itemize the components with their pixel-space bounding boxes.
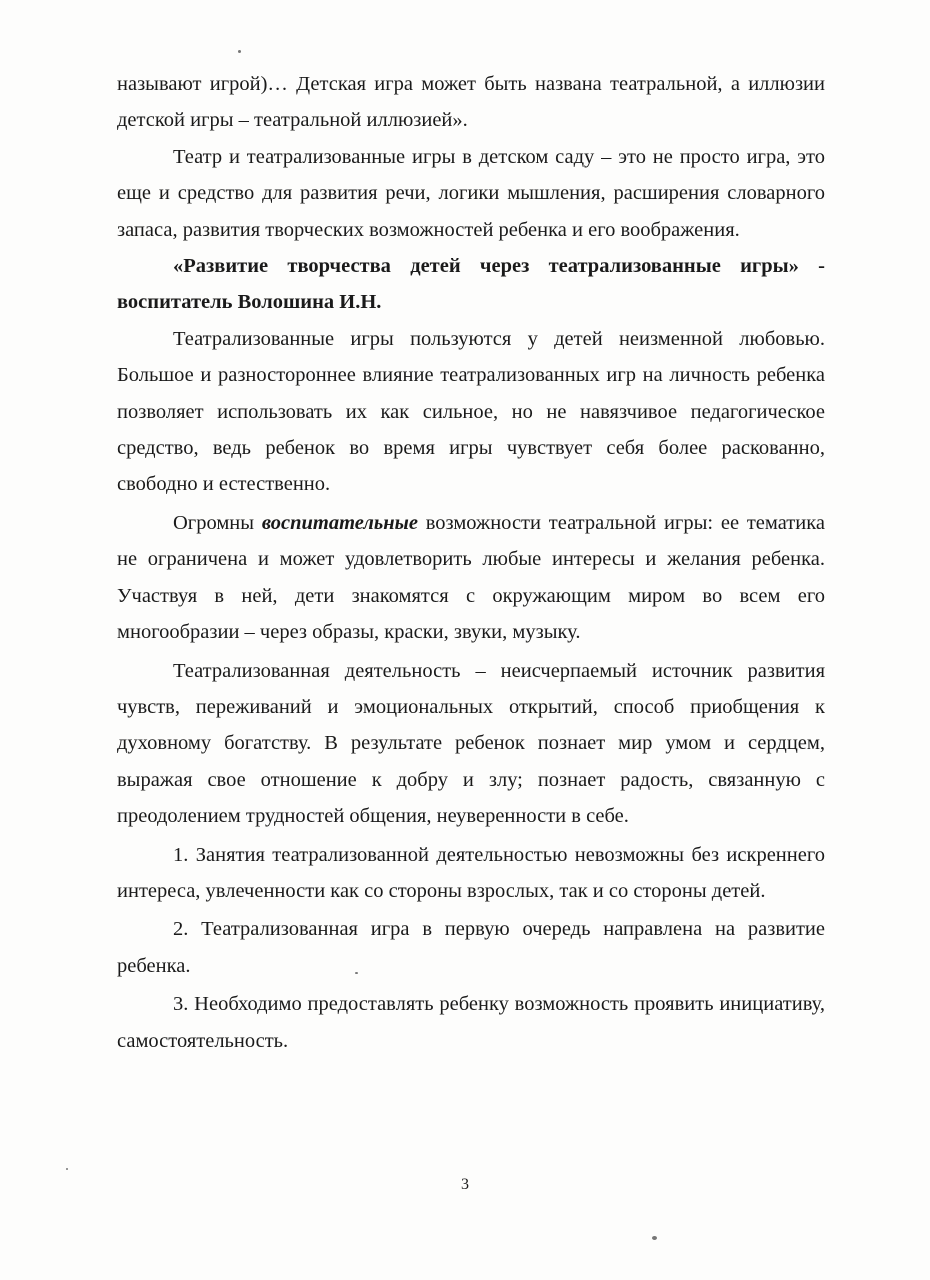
scan-speck <box>652 1236 657 1240</box>
paragraph: Театрализованная деятельность – неисчерпаемый источник развития чувств, переживаний и эмоциональных открытий, способ приобщения к духовному богатству. В результате ребенок познает мир умом и сердцем, выражая свое отношение к добру и злу; познает радость, связанную с преодолением трудностей общения, неуверенности в себе. <box>117 659 825 828</box>
list-item: 3. Необходимо предоставлять ребенку возможность проявить инициативу, самостоятельность. <box>117 993 825 1052</box>
list-item: 2. Театрализованная игра в первую очередь направлена на развитие ребенка. <box>117 918 825 977</box>
document-body <box>117 66 825 1059</box>
section-heading: «Развитие творчества детей через театрализованные игры» - воспитатель Волошина И.Н. <box>117 255 825 314</box>
emphasis-text: воспитательные <box>261 511 418 534</box>
paragraph: Театр и театрализованные игры в детском саду – это не просто игра, это еще и средство для развития речи, логики мышления, расширения словарного запаса, развития творческих возможностей ребенка и его воображения. <box>117 145 825 241</box>
list-item: 1. Занятия театрализованной деятельностью невозможны без искреннего интереса, увлеченности как со стороны взрослых, так и со стороны детей. <box>117 843 825 902</box>
page-number: 3 <box>461 1176 469 1193</box>
paragraph-text: возможности театральной игры: ее тематика не ограничена и может удовлетворить любые интересы и желания ребенка. Участвуя в ней, дети знакомятся с окружающим миром во всем его многообразии – через образы, краски, звуки, музыку. <box>117 511 825 644</box>
paragraph <box>117 505 825 651</box>
scan-speck <box>66 1168 68 1170</box>
paragraph: Театрализованные игры пользуются у детей неизменной любовью. Большое и разностороннее влияние театрализованных игр на личность ребенка позволяет использовать их как сильное, но не навязчивое педагогическое средство, ведь ребенок во время игры чувствует себя более раскованно, свободно и естественно. <box>117 327 825 496</box>
paragraph-text: Огромны <box>173 511 262 534</box>
paragraph: называют игрой)… Детская игра может быть названа театральной, а иллюзии детской игры – театральной иллюзией». <box>117 73 825 132</box>
scan-speck <box>238 50 241 53</box>
